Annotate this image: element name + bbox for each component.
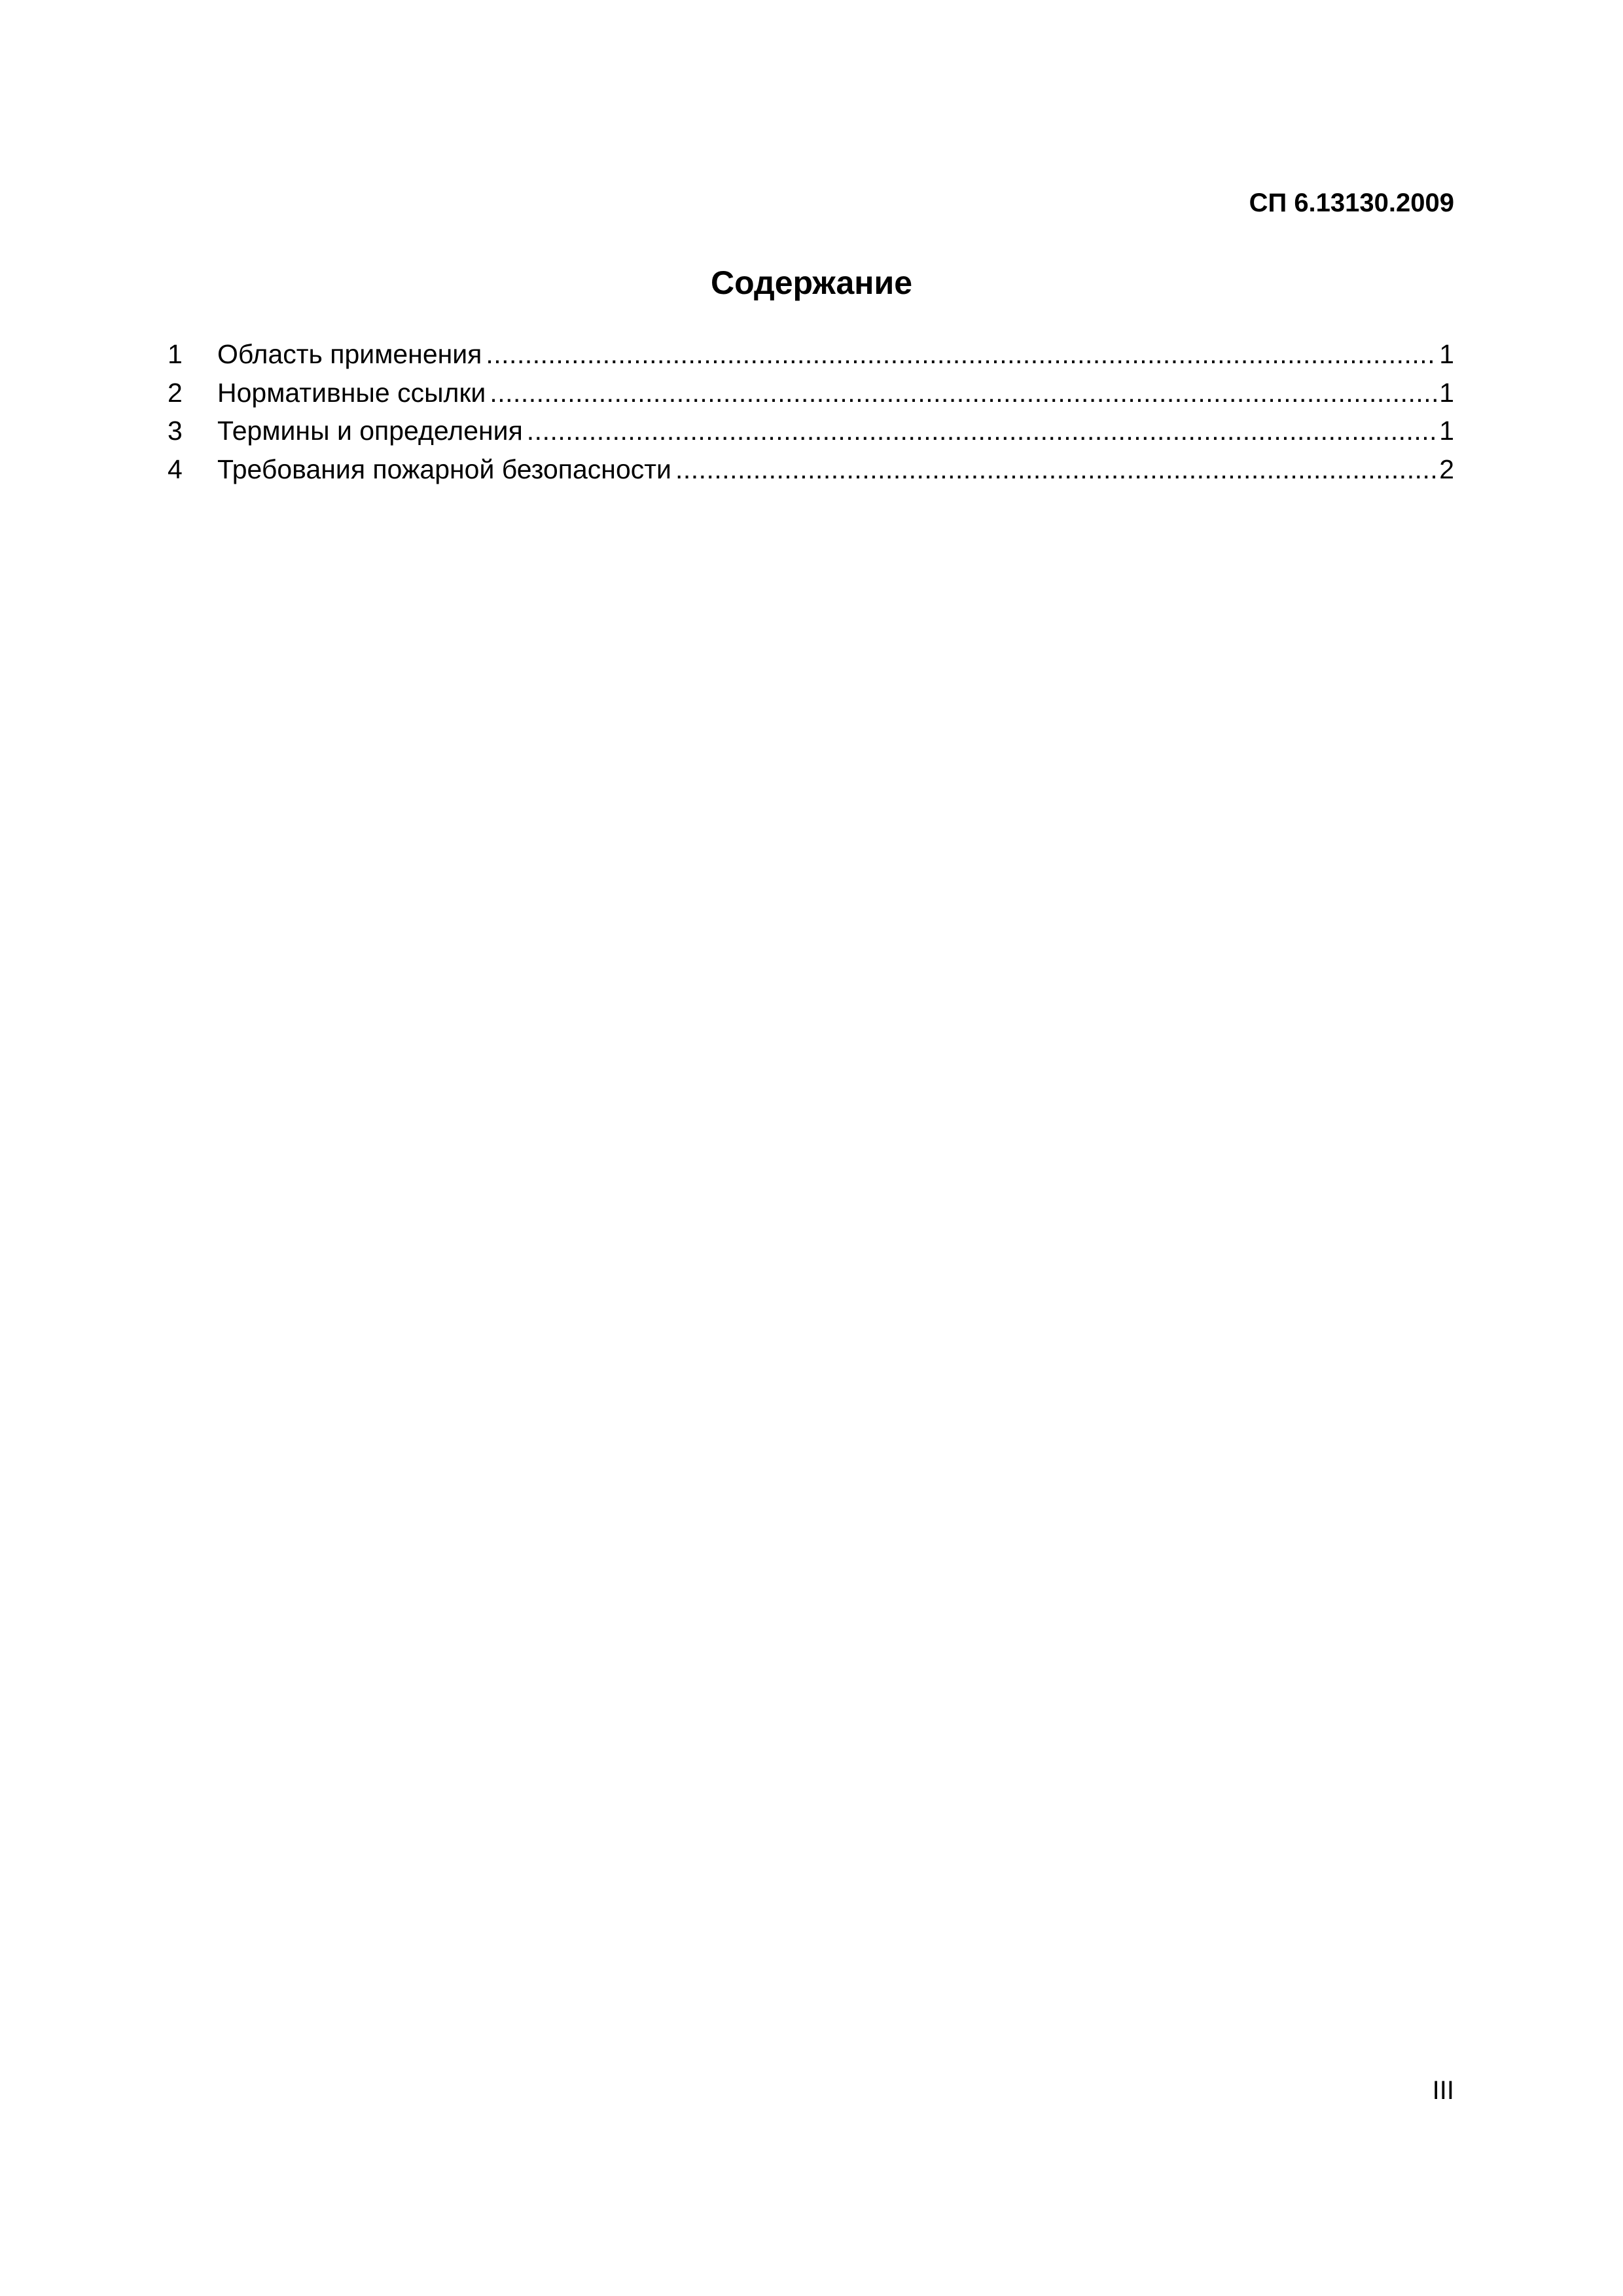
toc-entry-title: Нормативные ссылки: [217, 377, 486, 408]
toc-entry-page: 1: [1439, 339, 1454, 369]
toc-dot-leader: [486, 374, 1436, 412]
toc-entry-page: 2: [1439, 454, 1454, 484]
document-code: СП 6.13130.2009: [1249, 188, 1454, 217]
toc-dot-leader: [482, 335, 1436, 373]
toc-entry-page: 1: [1439, 377, 1454, 408]
toc-entry-number: 3: [168, 416, 183, 446]
toc-title: Содержание: [710, 264, 913, 301]
toc-entry-number: 2: [168, 377, 183, 408]
toc-dot-leader: [671, 450, 1436, 488]
toc-entry-page: 1: [1439, 416, 1454, 446]
page-number: III: [1432, 2076, 1454, 2105]
toc-entry-title: Термины и определения: [217, 416, 523, 446]
toc-entry-title: Требования пожарной безопасности: [217, 454, 671, 484]
toc-entry[interactable]: [168, 412, 1454, 450]
toc-entry[interactable]: [168, 374, 1454, 412]
toc-dot-leader: [523, 412, 1436, 450]
toc-entry[interactable]: [168, 450, 1454, 489]
table-of-contents: [168, 335, 1454, 488]
toc-entry-number: 1: [168, 339, 183, 369]
toc-entry-title: Область применения: [217, 339, 482, 369]
toc-entry-number: 4: [168, 454, 183, 484]
toc-entry[interactable]: [168, 335, 1454, 374]
